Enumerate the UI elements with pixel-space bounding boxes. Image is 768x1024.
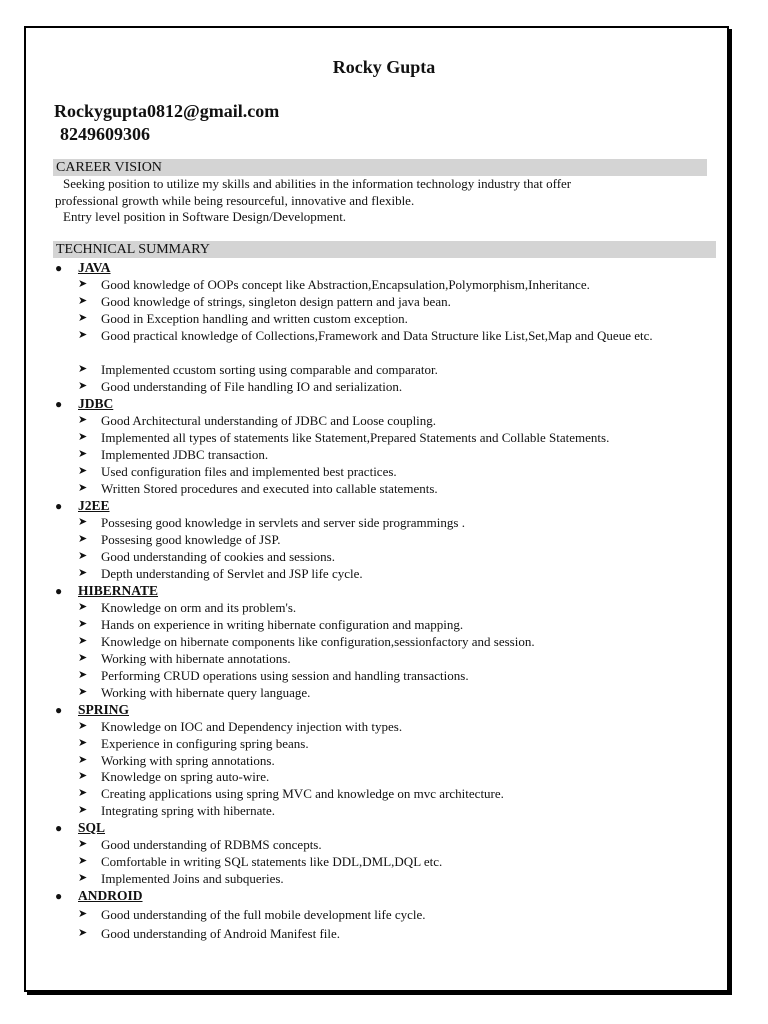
list-item-text: Implemented ccustom sorting using comparable and comparator. <box>101 362 438 377</box>
category-j2ee <box>55 497 110 514</box>
list-item <box>78 735 713 752</box>
list-item <box>78 361 713 378</box>
arrow-bullet-icon: ➤ <box>78 550 88 562</box>
list-item <box>78 802 713 819</box>
list-item-text: Hands on experience in writing hibernate configuration and mapping. <box>101 617 464 632</box>
list-item-text: Experience in configuring spring beans. <box>101 736 309 751</box>
list-item <box>78 925 713 942</box>
category-spring <box>55 701 129 718</box>
list-item <box>78 906 713 923</box>
list-item <box>78 548 713 565</box>
list-item-text: Good practical knowledge of Collections,Framework and Data Structure like List,Set,Map and Queue etc. <box>101 328 653 343</box>
arrow-bullet-icon: ➤ <box>78 278 88 290</box>
category-android <box>55 887 143 904</box>
list-item-text: Working with hibernate annotations. <box>101 651 291 666</box>
list-item-text: Depth understanding of Servlet and JSP life cycle. <box>101 566 363 581</box>
list-item <box>78 446 713 463</box>
career-vision-line: Seeking position to utilize my skills and abilities in the information technology industry that offer <box>63 176 572 191</box>
category-label: J2EE <box>78 498 110 513</box>
list-item-text: Implemented all types of statements like Statement,Prepared Statements and Collable Statements. <box>101 430 610 445</box>
arrow-bullet-icon: ➤ <box>78 448 88 460</box>
bullet-icon: ● <box>55 889 63 903</box>
list-item-text: Good understanding of RDBMS concepts. <box>101 837 322 852</box>
bullet-icon: ● <box>55 821 63 835</box>
list-item <box>78 752 713 769</box>
career-vision-line: professional growth while being resourceful, innovative and flexible. <box>55 192 415 208</box>
list-item <box>78 785 713 802</box>
bullet-icon: ● <box>55 499 63 513</box>
career-vision-header: CAREER VISION <box>53 159 707 176</box>
list-item-text: Good Architectural understanding of JDBC and Loose coupling. <box>101 413 437 428</box>
candidate-name: Rocky Gupta <box>332 57 436 77</box>
list-item-text: Implemented Joins and subqueries. <box>101 871 284 886</box>
category-label: SPRING <box>78 702 130 717</box>
category-label: JAVA <box>78 260 111 275</box>
arrow-bullet-icon: ➤ <box>78 431 88 443</box>
category-java <box>55 259 111 276</box>
list-item-text: Written Stored procedures and executed into callable statements. <box>101 481 438 496</box>
list-item-text: Good in Exception handling and written custom exception. <box>101 311 408 326</box>
arrow-bullet-icon: ➤ <box>78 737 88 749</box>
list-item-text: Possesing good knowledge of JSP. <box>101 532 281 547</box>
list-item-text: Good understanding of File handling IO and serialization. <box>101 379 403 394</box>
category-sql <box>55 819 105 836</box>
arrow-bullet-icon: ➤ <box>78 754 88 766</box>
list-item <box>78 853 713 870</box>
phone-number: 8249609306 <box>60 124 150 144</box>
category-label: HIBERNATE <box>78 583 159 598</box>
list-item <box>78 514 713 531</box>
arrow-bullet-icon: ➤ <box>78 787 88 799</box>
list-item <box>78 870 713 887</box>
career-vision-text <box>55 176 713 226</box>
list-item <box>78 718 713 735</box>
bullet-icon: ● <box>55 703 63 717</box>
arrow-bullet-icon: ➤ <box>78 652 88 664</box>
list-item-text: Integrating spring with hibernate. <box>101 803 276 818</box>
list-item <box>78 650 713 667</box>
arrow-bullet-icon: ➤ <box>78 533 88 545</box>
arrow-bullet-icon: ➤ <box>78 295 88 307</box>
list-item <box>78 667 713 684</box>
list-item-text: Working with spring annotations. <box>101 753 275 768</box>
list-item <box>78 463 713 480</box>
arrow-bullet-icon: ➤ <box>78 567 88 579</box>
list-item <box>78 531 713 548</box>
list-item <box>78 310 713 327</box>
list-item-text: Comfortable in writing SQL statements like DDL,DML,DQL etc. <box>101 854 443 869</box>
list-item-text: Good understanding of cookies and sessions. <box>101 549 335 564</box>
list-item <box>78 836 713 853</box>
arrow-bullet-icon: ➤ <box>78 669 88 681</box>
technical-summary-header: TECHNICAL SUMMARY <box>53 241 716 258</box>
list-item-text: Good understanding of the full mobile development life cycle. <box>101 907 426 922</box>
list-item <box>78 412 713 429</box>
list-item-text: Good knowledge of OOPs concept like Abstraction,Encapsulation,Polymorphism,Inheritance. <box>101 277 590 292</box>
arrow-bullet-icon: ➤ <box>78 329 88 341</box>
bullet-icon: ● <box>55 261 63 275</box>
arrow-bullet-icon: ➤ <box>78 635 88 647</box>
arrow-bullet-icon: ➤ <box>78 618 88 630</box>
list-item <box>78 293 713 310</box>
arrow-bullet-icon: ➤ <box>78 838 88 850</box>
list-item <box>78 684 713 701</box>
list-item <box>78 599 713 616</box>
arrow-bullet-icon: ➤ <box>78 927 88 939</box>
arrow-bullet-icon: ➤ <box>78 516 88 528</box>
arrow-bullet-icon: ➤ <box>78 312 88 324</box>
category-label: ANDROID <box>78 888 143 903</box>
arrow-bullet-icon: ➤ <box>78 482 88 494</box>
arrow-bullet-icon: ➤ <box>78 414 88 426</box>
arrow-bullet-icon: ➤ <box>78 686 88 698</box>
bullet-icon: ● <box>55 584 63 598</box>
arrow-bullet-icon: ➤ <box>78 380 88 392</box>
list-item-text: Creating applications using spring MVC and knowledge on mvc architecture. <box>101 786 504 801</box>
category-label: JDBC <box>78 396 114 411</box>
category-hibernate <box>55 582 158 599</box>
arrow-bullet-icon: ➤ <box>78 363 88 375</box>
list-item <box>78 633 713 650</box>
arrow-bullet-icon: ➤ <box>78 872 88 884</box>
list-item-text: Implemented JDBC transaction. <box>101 447 269 462</box>
list-item <box>78 276 713 293</box>
arrow-bullet-icon: ➤ <box>78 908 88 920</box>
bullet-icon: ● <box>55 397 63 411</box>
arrow-bullet-icon: ➤ <box>78 601 88 613</box>
arrow-bullet-icon: ➤ <box>78 770 88 782</box>
list-item-text: Knowledge on orm and its problem's. <box>101 600 297 615</box>
arrow-bullet-icon: ➤ <box>78 804 88 816</box>
career-vision-line: Entry level position in Software Design/Development. <box>63 209 347 224</box>
category-jdbc <box>55 395 113 412</box>
list-item-text: Good knowledge of strings, singleton design pattern and java bean. <box>101 294 451 309</box>
list-item <box>78 429 728 446</box>
list-item-text: Knowledge on IOC and Dependency injection with types. <box>101 719 403 734</box>
arrow-bullet-icon: ➤ <box>78 465 88 477</box>
list-item-text: Performing CRUD operations using session and handling transactions. <box>101 668 469 683</box>
email-address: Rockygupta0812@gmail.com <box>54 101 280 121</box>
list-item-text: Possesing good knowledge in servlets and server side programmings . <box>101 515 465 530</box>
list-item <box>78 480 713 497</box>
list-item-text: Used configuration files and implemented best practices. <box>101 464 397 479</box>
list-item <box>78 378 713 395</box>
list-item <box>78 565 713 582</box>
list-item <box>78 616 713 633</box>
list-item-text: Working with hibernate query language. <box>101 685 311 700</box>
category-label: SQL <box>78 820 106 835</box>
list-item-text: Good understanding of Android Manifest file. <box>101 926 341 941</box>
list-item-text: Knowledge on spring auto-wire. <box>101 769 270 784</box>
list-item <box>78 768 713 785</box>
arrow-bullet-icon: ➤ <box>78 720 88 732</box>
arrow-bullet-icon: ➤ <box>78 855 88 867</box>
list-item-text: Knowledge on hibernate components like configuration,sessionfactory and session. <box>101 634 535 649</box>
list-item <box>78 327 698 344</box>
